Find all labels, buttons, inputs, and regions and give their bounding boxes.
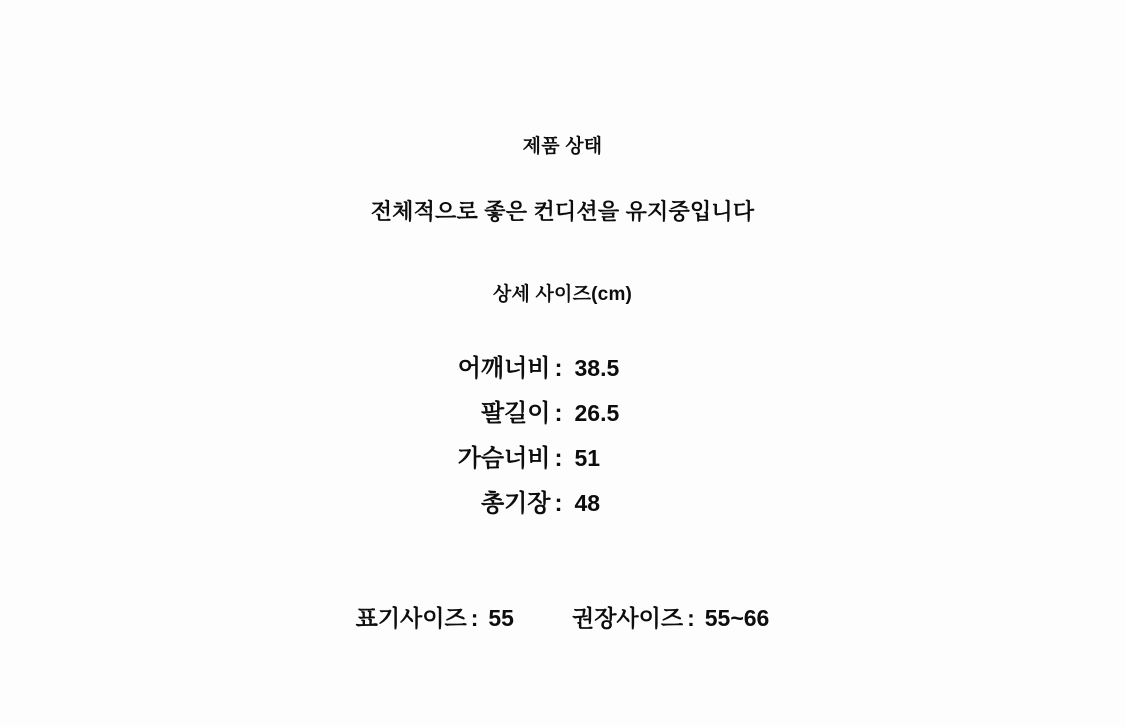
- marked-size-group: [356, 600, 514, 633]
- measurement-row: [0, 348, 1125, 393]
- measurement-list: [0, 348, 1125, 528]
- recommended-size-value: 55~66: [704, 605, 770, 631]
- measurement-row: [0, 483, 1125, 528]
- marked-size-separator: :: [470, 605, 479, 631]
- recommended-size-separator: :: [687, 605, 695, 631]
- recommended-size-label: 권장사이즈: [571, 605, 684, 631]
- measurement-value: 48: [574, 490, 601, 516]
- measurement-row: [0, 438, 1125, 483]
- measurement-value: 38.5: [574, 355, 620, 381]
- marked-size-label: 표기사이즈: [355, 605, 467, 631]
- measurement-row: [0, 393, 1125, 438]
- measurement-value: 51: [574, 445, 601, 471]
- measurement-label: 어깨너비: [457, 355, 551, 382]
- condition-heading: 제품 상태: [522, 136, 603, 157]
- size-summary-row: [0, 600, 1125, 633]
- measurement-separator: :: [554, 400, 563, 427]
- measurement-separator: :: [554, 355, 563, 382]
- recommended-size-group: [572, 600, 769, 633]
- measurement-separator: :: [554, 445, 563, 472]
- measurement-label: 가슴너비: [457, 445, 551, 472]
- measurement-separator: :: [554, 490, 563, 517]
- measurement-label: 총기장: [480, 490, 551, 517]
- measurement-value: 26.5: [574, 400, 620, 426]
- size-section-heading: 상세 사이즈(cm): [492, 284, 633, 305]
- marked-size-value: 55: [488, 605, 514, 631]
- condition-description: 전체적으로 좋은 컨디션을 유지중입니다: [370, 199, 755, 224]
- measurement-label: 팔길이: [480, 400, 551, 427]
